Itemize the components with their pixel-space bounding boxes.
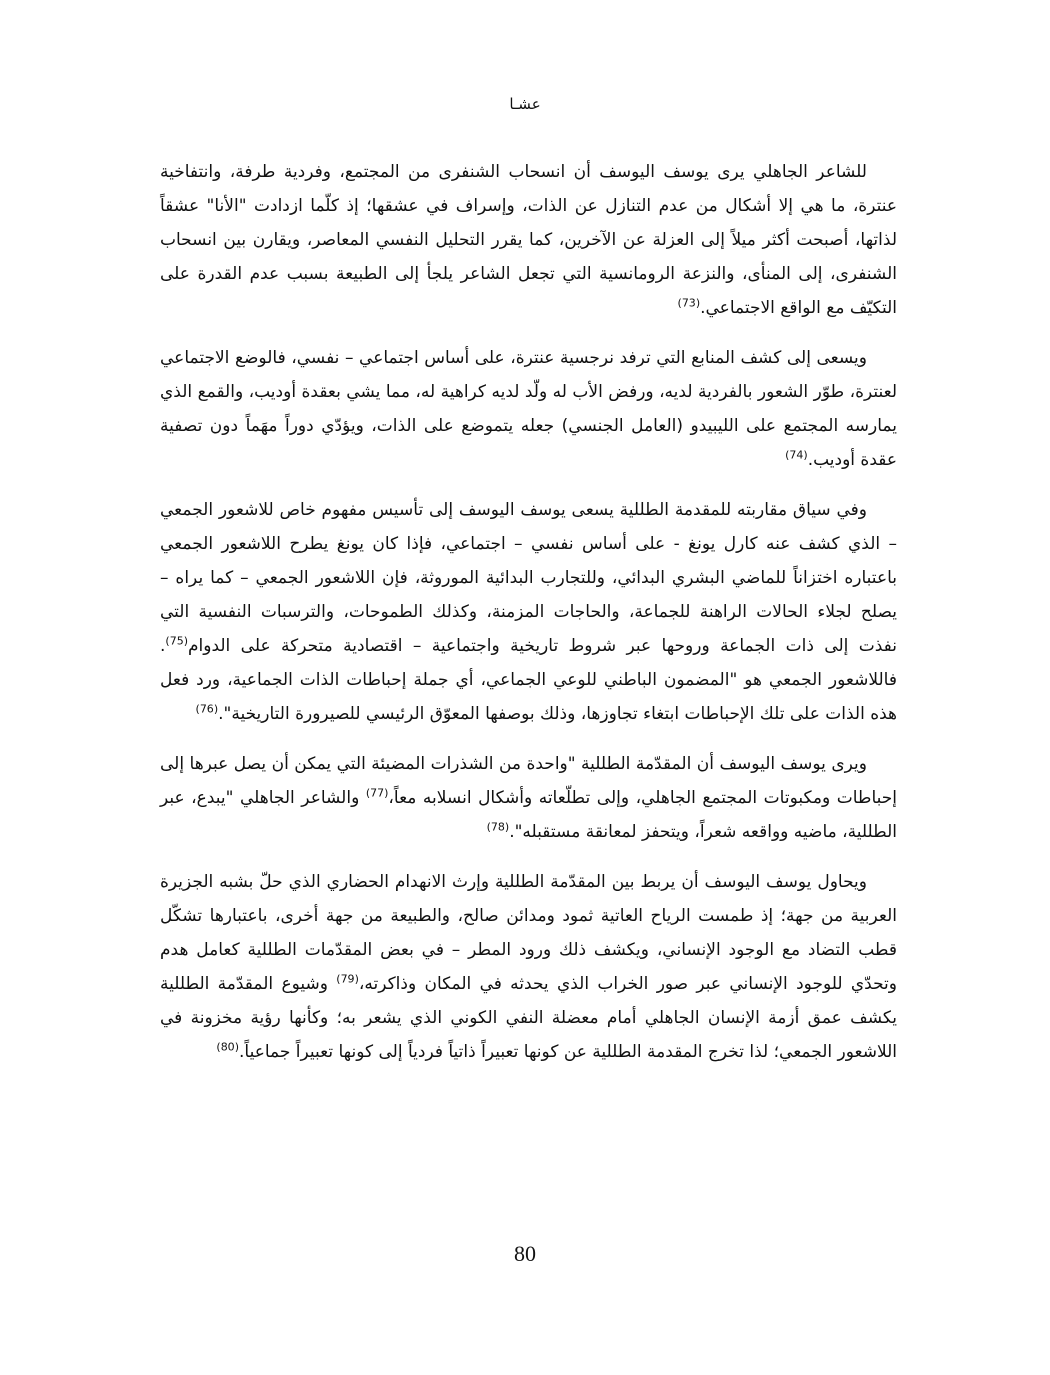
footnote-ref-76: (76) — [195, 702, 219, 716]
page-number: 80 — [514, 1241, 536, 1266]
footnote-ref-78: (78) — [486, 820, 510, 834]
paragraph-text: ويسعى إلى كشف المنابع التي ترفد نرجسية عنترة، على أساس اجتماعي – نفسي، فالوضع الاجتماعي لعنترة، طوّر الشعور بالفردية لديه، ورفض الأب له ولّد لديه كراهية له، مما يشي بعقدة أوديب، والقمع الذي يمارسه المجتمع على الليبيدو (العامل الجنسي) جعله يتموضع على الذات، ويؤدّي دوراً مهَماً دون تصفية عقدة أوديب. — [160, 348, 897, 470]
paragraph-text: وفي سياق مقاربته للمقدمة الطللية يسعى يوسف اليوسف إلى تأسيس مفهوم خاص للاشعور الجمعي – الذي كشف عنه كارل يونغ - على أساس نفسي – اجتماعي، فإذا كان يونغ يطرح اللاشعور الجمعي باعتباره اختزاناً للماضي البشري البدائي، وللتجارب البدائية الموروثة، فإن اللاشعور الجمعي – كما يراه – يصلح لجلاء الحالات الراهنة للجماعة، والحاجات المزمنة، وكذلك الطموحات، والترسبات النفسية التي نفذت إلى ذات الجماعة وروحها عبر شروط تاريخية واجتماعية – اقتصادية متحركة على الدوام — [160, 500, 897, 656]
running-header: عشـا — [509, 95, 541, 113]
footnote-ref-80: (80) — [216, 1040, 239, 1054]
paragraph-text-continued: وشيوع المقدّمة الطللية يكشف عمق أزمة الإنسان الجاهلي أمام معضلة النفي الكوني الذي يشعر به؛ وكأنها رؤية مخزونة في اللاشعور الجمعي؛ لذا تخرج المقدمة الطللية عن كونها تعبيراً ذاتياً فردياً إلى كونها تعبيراً جماعياً. — [160, 974, 897, 1062]
paragraph-text: للشاعر الجاهلي يرى يوسف اليوسف أن انسحاب الشنفرى من المجتمع، وفردية طرفة، وانتفاخية عنترة، ما هي إلا أشكال من عدم التنازل عن الذات، وإسراف في عشقها؛ إذ كلّما ازدادت "الأنا" عشقاً لذاتها، أصبحت أكثر ميلاً إلى العزلة عن الآخرين، كما يقرر التحليل النفسي المعاصر، ويقارن بين انسحاب الشنفرى، إلى المنأى، والنزعة الرومانسية التي تجعل الشاعر يلجأ إلى الطبيعة بسبب عدم القدرة على التكيّف مع الواقع الاجتماعي. — [160, 162, 897, 318]
paragraph-text: ويحاول يوسف اليوسف أن يربط بين المقدّمة الطللية وإرث الانهدام الحضاري الذي حلّ بشبه الجزيرة العربية من جهة؛ إذ طمست الرياح العاتية ثمود ومدائن صالح، والطبيعة من جهة أخرى، باعتبارها تشكّل قطب التضاد مع الوجود الإنساني، ويكشف ذلك ورود المطر – في بعض المقدّمات الطللية كعامل هدم وتحدّي للوجود الإنساني عبر صور الخراب الذي يحدثه في المكان وذاكرته، — [160, 872, 897, 994]
footnote-ref-77: (77) — [365, 786, 389, 800]
footnote-ref-79: (79) — [336, 972, 359, 986]
paragraph-text-continued: . فاللاشعور الجمعي هو "المضمون الباطني للوعي الجماعي، أي جملة إحباطات الذات الجماعية، ورد فعل هذه الذات على تلك الإحباطات ابتغاء تجاوزها، وذلك بوصفها المعوّق الرئيسي للصيرورة التاريخية". — [160, 636, 897, 724]
footnote-ref-75: (75) — [165, 634, 188, 648]
paragraph-4 — [160, 747, 897, 849]
paragraph-text: ويرى يوسف اليوسف أن المقدّمة الطللية "واحدة من الشذرات المضيئة التي يمكن أن يصل عبرها إلى إحباطات ومكبوتات المجتمع الجاهلي، وإلى تطلّعاته وأشكال انسلابه معاً، — [160, 754, 897, 808]
paragraph-1 — [160, 155, 897, 325]
body-text — [160, 155, 897, 1085]
footnote-ref-73: (73) — [677, 296, 701, 310]
paragraph-2 — [160, 341, 897, 477]
paragraph-text-continued: والشاعر الجاهلي "يبدع، عبر الطللية، ماضيه وواقعه شعراً، ويتحفز لمعانقة مستقبله". — [160, 788, 897, 842]
paragraph-3 — [160, 493, 897, 731]
paragraph-5 — [160, 865, 897, 1069]
footnote-ref-74: (74) — [785, 448, 808, 462]
